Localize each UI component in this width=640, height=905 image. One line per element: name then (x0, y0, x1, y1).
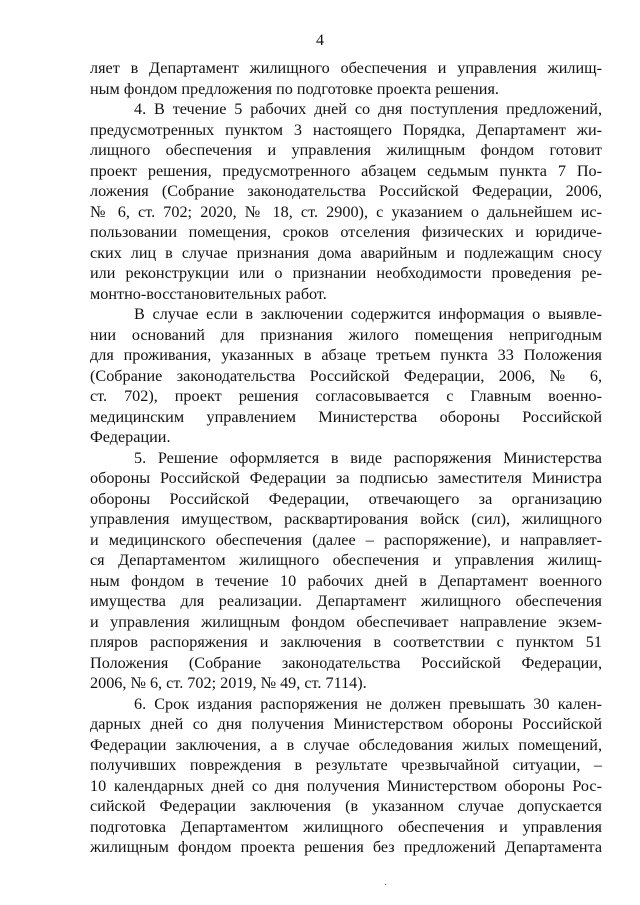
text-line: ских лиц в случае признания дома аварийным и подлежащим сносу (90, 243, 602, 262)
text-line: В случае если в заключении содержится информация о выявле- (134, 305, 602, 323)
text-line: ст. 702), проект решения согласовывается с Главным военно- (90, 387, 602, 405)
text-line: управления имуществом, расквартирования войск (сил), жилищного (90, 510, 602, 528)
text-line: ным фондом предложения по подготовке проекта решения. (90, 79, 499, 98)
text-line: проект решения, предусмотренного абзацем седьмым пункта 7 По- (90, 161, 602, 180)
text-line: 2006, № 6, ст. 702; 2019, № 49, ст. 7114). (90, 674, 367, 692)
text-line: обороны Российской Федерации, отвечающего за организацию (90, 489, 602, 508)
text-line: 5. Решение оформляется в виде распоряжения Министерства (134, 448, 602, 467)
text-line: получивших повреждения в результате чрезвычайной ситуации, – (90, 756, 602, 774)
text-line: 4. В течение 5 рабочих дней со дня поступления предложений, (134, 100, 602, 118)
text-line: (Собрание законодательства Российской Федерации, 2006, № 6, (90, 366, 602, 385)
text-line: пользовании помещения, сроков отселения физических и юридиче- (90, 223, 602, 241)
text-line: Федерации заключения, а в случае обследования жилых помещений, (90, 735, 602, 754)
scan-mark: · (384, 880, 388, 891)
text-line: 10 календарных дней со дня получения Министерством обороны Рос- (90, 776, 602, 795)
text-line: и медицинского обеспечения (далее – распоряжение), и направляет- (90, 530, 602, 549)
text-line: 6. Срок издания распоряжения не должен превышать 30 кален- (134, 694, 602, 713)
text-line: медицинским управлением Министерства обороны Российской (90, 407, 602, 426)
text-line: монтно-восстановительных работ. (90, 284, 327, 303)
text-line: подготовка Департаментом жилищного обеспечения и управления (90, 817, 602, 836)
text-line: Федерации. (90, 428, 171, 446)
text-line: жилищным фондом проекта решения без предложений Департамента (90, 838, 602, 856)
text-line: лищного обеспечения и управления жилищным фондом готовит (90, 141, 602, 159)
text-line: пляров распоряжения и заключения в соответствии с пунктом 51 (90, 633, 602, 651)
page-number: 4 (316, 32, 324, 49)
text-line: имущества для реализации. Департамент жилищного обеспечения (90, 592, 602, 610)
text-line: ся Департаментом жилищного обеспечения и управления жилищ- (90, 551, 602, 569)
text-line: нии оснований для признания жилого помещения непригодным (90, 325, 602, 344)
text-line: ляет в Департамент жилищного обеспечения и управления жилищ- (90, 59, 602, 77)
text-line: предусмотренных пунктом 3 настоящего Порядка, Департамент жи- (90, 120, 602, 139)
body-text (90, 58, 602, 858)
text-line: Положения (Собрание законодательства Российской Федерации, (90, 653, 602, 672)
text-line: или реконструкции или о признании необходимости проведения ре- (90, 264, 602, 282)
text-line: № 6, ст. 702; 2020, № 18, ст. 2900), с указанием о дальнейшем ис- (90, 202, 602, 221)
text-line: и управления жилищным фондом обеспечивает направление экзем- (90, 612, 602, 631)
text-line: дарных дней со дня получения Министерством обороны Российской (90, 715, 602, 733)
text-line: обороны Российской Федерации за подписью заместителя Министра (90, 469, 602, 487)
text-line: ложения (Собрание законодательства Российской Федерации, 2006, (90, 182, 602, 200)
text-line: ным фондом в течение 10 рабочих дней в Департамент военного (90, 571, 602, 590)
text-line: для проживания, указанных в абзаце третьем пункта 33 Положения (90, 346, 602, 364)
text-line: сийской Федерации заключения (в указанном случае допускается (90, 797, 602, 815)
